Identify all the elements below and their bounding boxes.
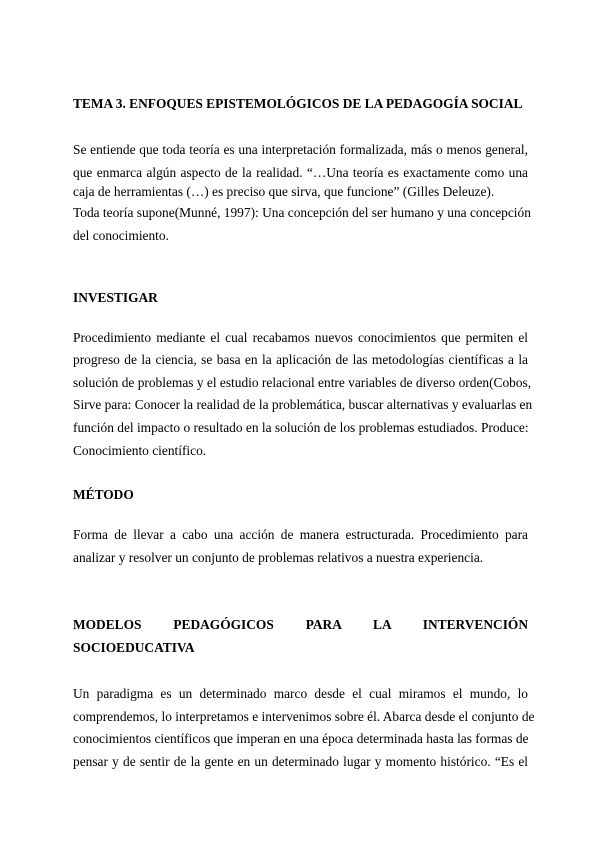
- modelos-line-1: Un paradigma es un determinado marco desde el cual miramos el mundo, lo: [73, 686, 528, 701]
- intro-line-3: caja de herramientas (…) es preciso que sirva, que funcione” (Gilles Deleuze).: [73, 184, 495, 199]
- modelos-line-2: comprendemos, lo interpretamos e intervenimos sobre él. Abarca desde el conjunto de: [73, 709, 535, 724]
- modelos-line-3: conocimientos científicos que imperan en una época determinada hasta las formas de: [73, 731, 529, 746]
- document-title: TEMA 3. ENFOQUES EPISTEMOLÓGICOS DE LA PEDAGOGÍA SOCIAL: [73, 96, 523, 111]
- investigar-line-2: progreso de la ciencia, se basa en la aplicación de las metodologías científicas a la: [73, 352, 528, 367]
- metodo-line-1: Forma de llevar a cabo una acción de manera estructurada. Procedimiento para: [73, 527, 528, 542]
- investigar-line-1: Procedimiento mediante el cual recabamos nuevos conocimientos que permiten el: [73, 330, 528, 345]
- intro-line-1: Se entiende que toda teoría es una interpretación formalizada, más o menos general,: [73, 142, 528, 157]
- metodo-line-2: analizar y resolver un conjunto de problemas relativos a nuestra experiencia.: [73, 550, 484, 565]
- intro-line-4: Toda teoría supone(Munné, 1997): Una concepción del ser humano y una concepción: [73, 205, 531, 220]
- modelos-line-4: pensar y de sentir de la gente en un determinado lugar y momento histórico. “Es el: [73, 754, 528, 769]
- metodo-heading: MÉTODO: [73, 487, 134, 502]
- modelos-heading-line-1: MODELOS PEDAGÓGICOS PARA LA INTERVENCIÓN: [73, 617, 528, 632]
- investigar-heading: INVESTIGAR: [73, 290, 158, 305]
- investigar-line-3: solución de problemas y el estudio relacional entre variables de diverso orden(Cobos,: [73, 375, 532, 390]
- modelos-heading-line-2: SOCIOEDUCATIVA: [73, 640, 195, 655]
- investigar-line-6: Conocimiento científico.: [73, 443, 207, 458]
- investigar-line-4: Sirve para: Conocer la realidad de la problemática, buscar alternativas y evaluarlas en: [73, 397, 533, 412]
- investigar-line-5: función del impacto o resultado en la solución de los problemas estudiados. Produce:: [73, 420, 529, 435]
- intro-line-5: del conocimiento.: [73, 228, 169, 243]
- intro-line-2: que enmarca algún aspecto de la realidad. “…Una teoría es exactamente como una: [73, 165, 528, 180]
